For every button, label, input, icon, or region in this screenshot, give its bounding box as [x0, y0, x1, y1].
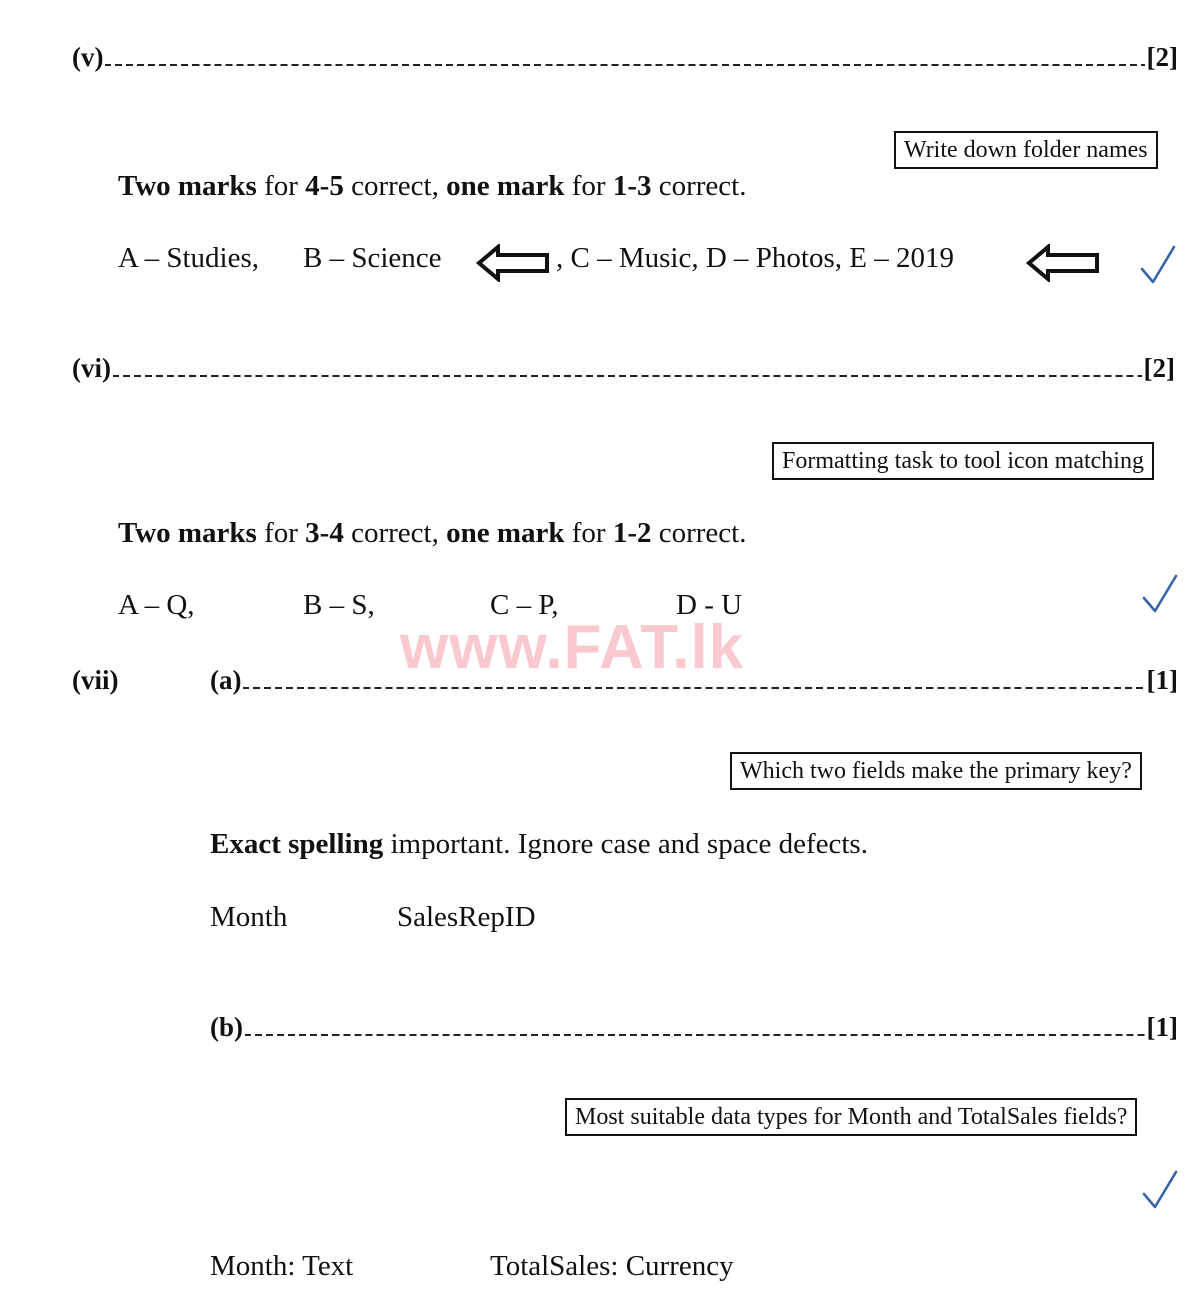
dashed-line — [245, 1034, 1145, 1036]
watermark: www.FAT.lk — [400, 613, 745, 682]
answer-vi-b: B – S, — [303, 589, 375, 621]
rule-text: important. Ignore case and space defects. — [383, 828, 868, 860]
rule-bold: 1-2 — [612, 517, 652, 549]
question-vii-b-header — [210, 1012, 1178, 1043]
answer-v-b: B – Science — [303, 242, 442, 274]
answer-vi-c: C – P, — [490, 589, 559, 621]
dashed-line — [105, 64, 1144, 66]
left-arrow-icon — [1026, 244, 1100, 282]
marking-rule-vii-a — [210, 828, 868, 861]
rule-bold: 4-5 — [305, 170, 344, 202]
marks-badge: [1] — [1146, 1012, 1178, 1042]
answer-vii-a-field-2: SalesRepID — [397, 901, 536, 933]
check-mark-icon — [1140, 572, 1180, 616]
hint-box-folder-names: Write down folder names — [894, 131, 1158, 169]
question-vi-header — [72, 353, 1175, 384]
dashed-line — [243, 687, 1144, 689]
rule-text: for — [256, 517, 306, 549]
answer-v-cde: , C – Music, D – Photos, E – 2019 — [556, 242, 954, 274]
question-label: (a) — [210, 665, 242, 695]
answer-v-a: A – Studies, — [118, 242, 259, 274]
rule-text: correct. — [651, 170, 747, 202]
answer-vi-a: A – Q, — [118, 589, 195, 621]
marks-badge: [2] — [1143, 353, 1175, 383]
check-mark-icon — [1140, 1168, 1180, 1212]
marking-rule-vi — [118, 517, 747, 550]
hint-box-data-types: Most suitable data types for Month and TotalSales fields? — [565, 1098, 1137, 1136]
rule-bold: Exact spelling — [210, 828, 384, 860]
rule-text: for — [256, 170, 306, 202]
question-vii-label — [72, 665, 119, 696]
marks-badge: [1] — [1146, 665, 1178, 695]
question-vii-a-header — [210, 665, 1178, 696]
marking-rule-v — [118, 170, 747, 203]
marks-badge: [2] — [1146, 42, 1178, 72]
rule-text: correct, — [343, 170, 447, 202]
rule-bold: 3-4 — [305, 517, 344, 549]
question-label: (vii) — [72, 665, 119, 695]
answer-vi-d: D - U — [676, 589, 743, 621]
hint-box-primary-key: Which two fields make the primary key? — [730, 752, 1142, 790]
question-label: (b) — [210, 1012, 243, 1042]
rule-bold: 1-3 — [612, 170, 652, 202]
dashed-line — [113, 375, 1142, 377]
rule-text: for — [564, 170, 613, 202]
hint-box-formatting-task: Formatting task to tool icon matching — [772, 442, 1154, 480]
question-v-header — [72, 42, 1178, 73]
answer-vii-b-month: Month: Text — [210, 1250, 354, 1282]
rule-bold: one mark — [446, 170, 565, 202]
rule-bold: Two marks — [118, 170, 257, 202]
answer-vii-a-field-1: Month — [210, 901, 288, 933]
rule-text: correct, — [343, 517, 447, 549]
question-label: (vi) — [72, 353, 111, 383]
left-arrow-icon — [476, 244, 550, 282]
question-label: (v) — [72, 42, 104, 72]
rule-bold: Two marks — [118, 517, 257, 549]
rule-text: correct. — [651, 517, 747, 549]
rule-bold: one mark — [446, 517, 565, 549]
check-mark-icon — [1138, 243, 1178, 287]
answer-vii-b-totalsales: TotalSales: Currency — [490, 1250, 734, 1282]
rule-text: for — [564, 517, 613, 549]
